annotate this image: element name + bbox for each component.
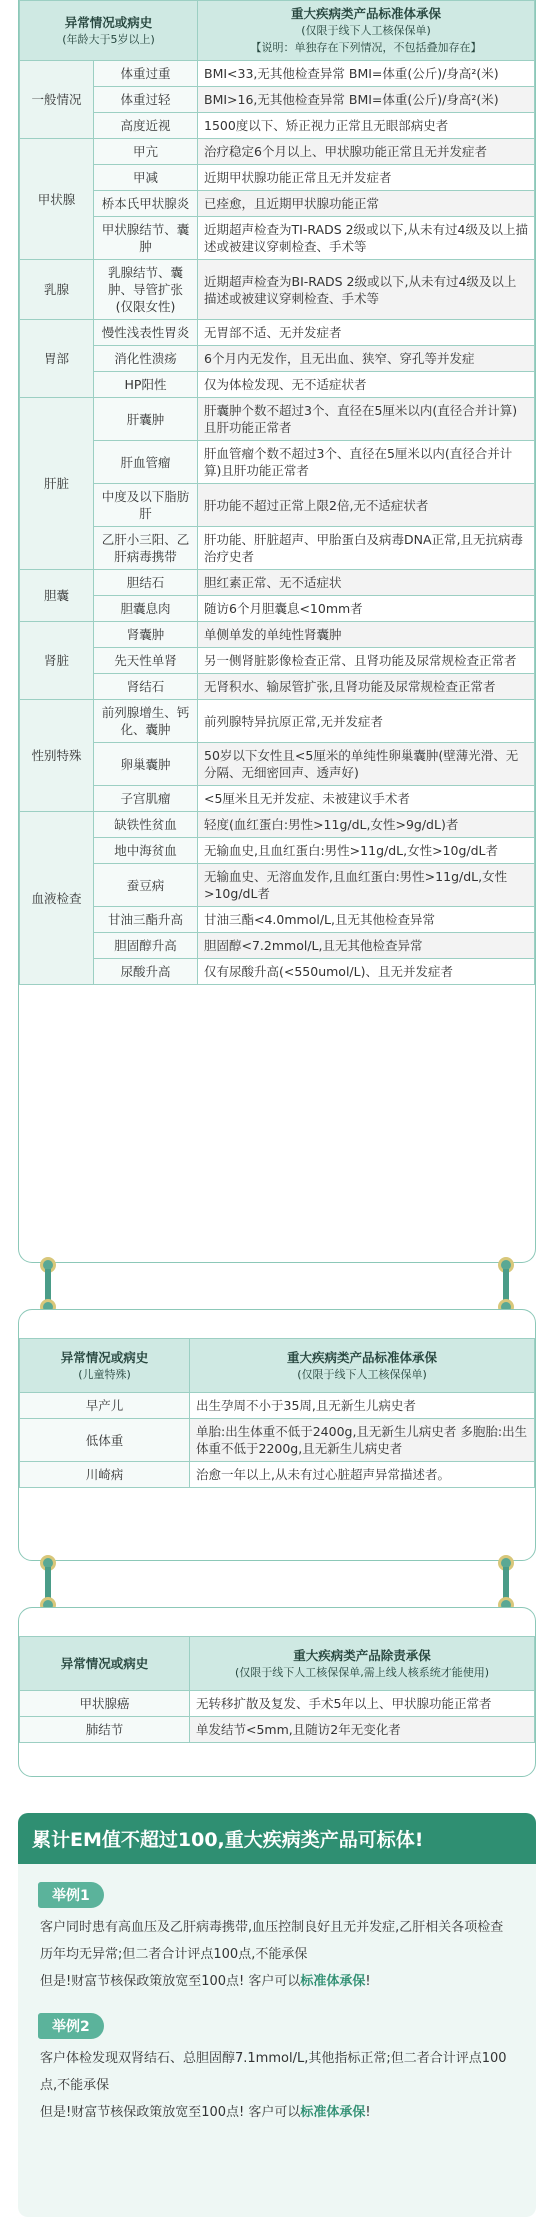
- criteria-cell: 另一侧肾脏影像检查正常、且肾功能及尿常规检查正常者: [198, 648, 535, 674]
- standard-underwriting-table: [19, 0, 535, 985]
- condition-cell: 甘油三酯升高: [94, 907, 198, 933]
- table-row: [20, 1691, 535, 1717]
- condition-cell: 胆囊息肉: [94, 596, 198, 622]
- table-row: [20, 570, 535, 596]
- condition-cell: 前列腺增生、钙化、囊肿: [94, 700, 198, 743]
- criteria-cell: 无胃部不适、无并发症者: [198, 320, 535, 346]
- table-row: [20, 441, 535, 484]
- connector-pin-icon: [498, 1263, 514, 1309]
- criteria-cell: 50岁以下女性且<5厘米的单纯性卵巢囊肿(壁薄光滑、无分隔、无细密回声、透声好): [198, 743, 535, 786]
- connector-pin-icon: [40, 1263, 56, 1309]
- criteria-cell: 近期超声检查为BI-RADS 2级或以下,从未有过4级及以上描述或被建议穿刺检查、手术等: [198, 260, 535, 320]
- example-1: [18, 1864, 536, 1995]
- criteria-cell: 6个月内无发作，且无出血、狭窄、穿孔等并发症: [198, 346, 535, 372]
- table-row: [20, 786, 535, 812]
- condition-cell: 慢性浅表性胃炎: [94, 320, 198, 346]
- example-tag: 举例2: [38, 2013, 104, 2039]
- table-row: [20, 648, 535, 674]
- criteria-cell: 单胎:出生体重不低于2400g,且无新生儿病史者 多胞胎:出生体重不低于2200g,且无新生儿病史者: [190, 1419, 535, 1462]
- condition-cell: 胆固醇升高: [94, 933, 198, 959]
- criteria-cell: 仅为体检发现、无不适症状者: [198, 372, 535, 398]
- table-row: [20, 484, 535, 527]
- category-cell: 肾脏: [20, 622, 94, 700]
- table-row: [20, 320, 535, 346]
- condition-cell: 川崎病: [20, 1462, 190, 1488]
- exclusion-underwriting-card: [18, 1607, 536, 1777]
- col-header-condition: 异常情况或病史 (儿童特殊): [20, 1339, 190, 1393]
- condition-cell: 肺结节: [20, 1717, 190, 1743]
- card-connector: [18, 1263, 536, 1309]
- condition-cell: 体重过轻: [94, 87, 198, 113]
- highlight-text: 标准体承保: [300, 2105, 366, 2120]
- criteria-cell: 随访6个月胆囊息<10mm者: [198, 596, 535, 622]
- table-row: [20, 398, 535, 441]
- criteria-cell: 已痊愈，且近期甲状腺功能正常: [198, 191, 535, 217]
- condition-cell: 中度及以下脂肪肝: [94, 484, 198, 527]
- table-row: [20, 622, 535, 648]
- criteria-cell: BMI<33,无其他检查异常 BMI=体重(公斤)/身高²(米): [198, 61, 535, 87]
- condition-cell: 子宫肌瘤: [94, 786, 198, 812]
- condition-cell: 消化性溃疡: [94, 346, 198, 372]
- criteria-cell: 无输血史,且血红蛋白:男性>11g/dL,女性>10g/dL者: [198, 838, 535, 864]
- condition-cell: 缺铁性贫血: [94, 812, 198, 838]
- criteria-cell: 单发结节<5mm,且随访2年无变化者: [190, 1717, 535, 1743]
- condition-cell: 卵巢囊肿: [94, 743, 198, 786]
- example-text: 客户体检发现双肾结石、总胆固醇7.1mmol/L,其他指标正常;但二者合计评点100点,不能承保: [40, 2051, 507, 2093]
- condition-cell: 肝囊肿: [94, 398, 198, 441]
- table-row: [20, 1393, 535, 1419]
- table-row: [20, 933, 535, 959]
- condition-cell: 肾囊肿: [94, 622, 198, 648]
- connector-pin-icon: [498, 1561, 514, 1607]
- col-header-condition: 异常情况或病史: [20, 1637, 190, 1691]
- category-cell: 乳腺: [20, 260, 94, 320]
- criteria-cell: 无输血史、无溶血发作,且血红蛋白:男性>11g/dL,女性>10g/dL者: [198, 864, 535, 907]
- category-cell: 肝脏: [20, 398, 94, 570]
- condition-cell: 肾结石: [94, 674, 198, 700]
- col-header-condition: 异常情况或病史 (年龄大于5岁以上): [20, 1, 198, 61]
- condition-cell: 肝血管瘤: [94, 441, 198, 484]
- condition-cell: 乙肝小三阳、乙肝病毒携带: [94, 527, 198, 570]
- col-header-standard: 重大疾病类产品标准体承保 (仅限于线下人工核保保单) 【说明：单独存在下列情况，不包括叠加存在】: [198, 1, 535, 61]
- criteria-cell: 肝囊肿个数不超过3个、直径在5厘米以内(直径合并计算)且肝功能正常者: [198, 398, 535, 441]
- table-row: [20, 217, 535, 260]
- example-tag: 举例1: [38, 1882, 104, 1908]
- table-row: [20, 139, 535, 165]
- col-header-exclusion: 重大疾病类产品除责承保 (仅限于线下人工核保保单,需上线人核系统才能使用): [190, 1637, 535, 1691]
- criteria-cell: 近期甲状腺功能正常且无并发症者: [198, 165, 535, 191]
- child-underwriting-card: [18, 1309, 536, 1561]
- table-row: [20, 907, 535, 933]
- condition-cell: 早产儿: [20, 1393, 190, 1419]
- table-row: [20, 674, 535, 700]
- condition-cell: 胆结石: [94, 570, 198, 596]
- example-note: 但是!财富节核保政策放宽至100点! 客户可以标准体承保!: [40, 2105, 371, 2120]
- table-row: [20, 1717, 535, 1743]
- table-row: [20, 372, 535, 398]
- highlight-text: 标准体承保: [300, 1974, 366, 1989]
- condition-cell: 甲状腺癌: [20, 1691, 190, 1717]
- criteria-cell: 近期超声检查为TI-RADS 2级或以下,从未有过4级及以上描述或被建议穿刺检查、手术等: [198, 217, 535, 260]
- criteria-cell: 前列腺特异抗原正常,无并发症者: [198, 700, 535, 743]
- category-cell: 甲状腺: [20, 139, 94, 260]
- example-note: 但是!财富节核保政策放宽至100点! 客户可以标准体承保!: [40, 1974, 371, 1989]
- criteria-cell: 仅有尿酸升高(<550umol/L)、且无并发症者: [198, 959, 535, 985]
- card-connector: [18, 1561, 536, 1607]
- condition-cell: 乳腺结节、囊肿、导管扩张(仅限女性): [94, 260, 198, 320]
- table-row: [20, 700, 535, 743]
- table-row: [20, 346, 535, 372]
- condition-cell: 甲状腺结节、囊肿: [94, 217, 198, 260]
- category-cell: 性别特殊: [20, 700, 94, 812]
- table-row: [20, 1462, 535, 1488]
- table-row: [20, 113, 535, 139]
- table-row: [20, 527, 535, 570]
- condition-cell: 低体重: [20, 1419, 190, 1462]
- category-cell: 胆囊: [20, 570, 94, 622]
- criteria-cell: 肝功能不超过正常上限2倍,无不适症状者: [198, 484, 535, 527]
- condition-cell: HP阳性: [94, 372, 198, 398]
- table-row: [20, 864, 535, 907]
- col-header-standard: 重大疾病类产品标准体承保 (仅限于线下人工核保保单): [190, 1339, 535, 1393]
- table-row: [20, 838, 535, 864]
- criteria-cell: 胆固醇<7.2mmol/L,且无其他检查异常: [198, 933, 535, 959]
- standard-underwriting-card: [18, 0, 536, 1263]
- condition-cell: 尿酸升高: [94, 959, 198, 985]
- table-body: [20, 61, 535, 985]
- criteria-cell: 治疗稳定6个月以上、甲状腺功能正常且无并发症者: [198, 139, 535, 165]
- criteria-cell: 无转移扩散及复发、手术5年以上、甲状腺功能正常者: [190, 1691, 535, 1717]
- criteria-cell: BMI>16,无其他检查异常 BMI=体重(公斤)/身高²(米): [198, 87, 535, 113]
- table-row: [20, 165, 535, 191]
- table-body: [20, 1691, 535, 1743]
- exclusion-underwriting-table: [19, 1636, 535, 1743]
- condition-cell: 体重过重: [94, 61, 198, 87]
- criteria-cell: 无肾积水、输尿管扩张,且肾功能及尿常规检查正常者: [198, 674, 535, 700]
- example-text: 客户同时患有高血压及乙肝病毒携带,血压控制良好且无并发症,乙肝相关各项检查历年均无异常;但二者合计评点100点,不能承保: [40, 1920, 504, 1962]
- category-cell: 血液检查: [20, 812, 94, 985]
- condition-cell: 甲亢: [94, 139, 198, 165]
- criteria-cell: 单侧单发的单纯性肾囊肿: [198, 622, 535, 648]
- table-row: [20, 87, 535, 113]
- condition-cell: 地中海贫血: [94, 838, 198, 864]
- table-row: [20, 1419, 535, 1462]
- criteria-cell: 甘油三酯<4.0mmol/L,且无其他检查异常: [198, 907, 535, 933]
- table-row: [20, 743, 535, 786]
- criteria-cell: 胆红素正常、无不适症状: [198, 570, 535, 596]
- table-body: [20, 1393, 535, 1488]
- child-underwriting-table: [19, 1338, 535, 1488]
- table-row: [20, 596, 535, 622]
- table-row: [20, 959, 535, 985]
- criteria-cell: 轻度(血红蛋白:男性>11g/dL,女性>9g/dL)者: [198, 812, 535, 838]
- category-cell: 一般情况: [20, 61, 94, 139]
- criteria-cell: 肝血管瘤个数不超过3个、直径在5厘米以内(直径合并计算)且肝功能正常者: [198, 441, 535, 484]
- example-2: [18, 1995, 536, 2126]
- category-cell: 胃部: [20, 320, 94, 398]
- criteria-cell: 肝功能、肝脏超声、甲胎蛋白及病毒DNA正常,且无抗病毒治疗史者: [198, 527, 535, 570]
- table-row: [20, 260, 535, 320]
- table-row: [20, 191, 535, 217]
- em-section: [18, 1813, 536, 2217]
- criteria-cell: 治愈一年以上,从未有过心脏超声异常描述者。: [190, 1462, 535, 1488]
- condition-cell: 先天性单肾: [94, 648, 198, 674]
- table-row: [20, 812, 535, 838]
- condition-cell: 高度近视: [94, 113, 198, 139]
- em-banner: 累计EM值不超过100,重大疾病类产品可标体!: [18, 1813, 536, 1864]
- condition-cell: 蚕豆病: [94, 864, 198, 907]
- criteria-cell: <5厘米且无并发症、未被建议手术者: [198, 786, 535, 812]
- criteria-cell: 出生孕周不小于35周,且无新生儿病史者: [190, 1393, 535, 1419]
- condition-cell: 桥本氏甲状腺炎: [94, 191, 198, 217]
- connector-pin-icon: [40, 1561, 56, 1607]
- condition-cell: 甲减: [94, 165, 198, 191]
- table-row: [20, 61, 535, 87]
- criteria-cell: 1500度以下、矫正视力正常且无眼部病史者: [198, 113, 535, 139]
